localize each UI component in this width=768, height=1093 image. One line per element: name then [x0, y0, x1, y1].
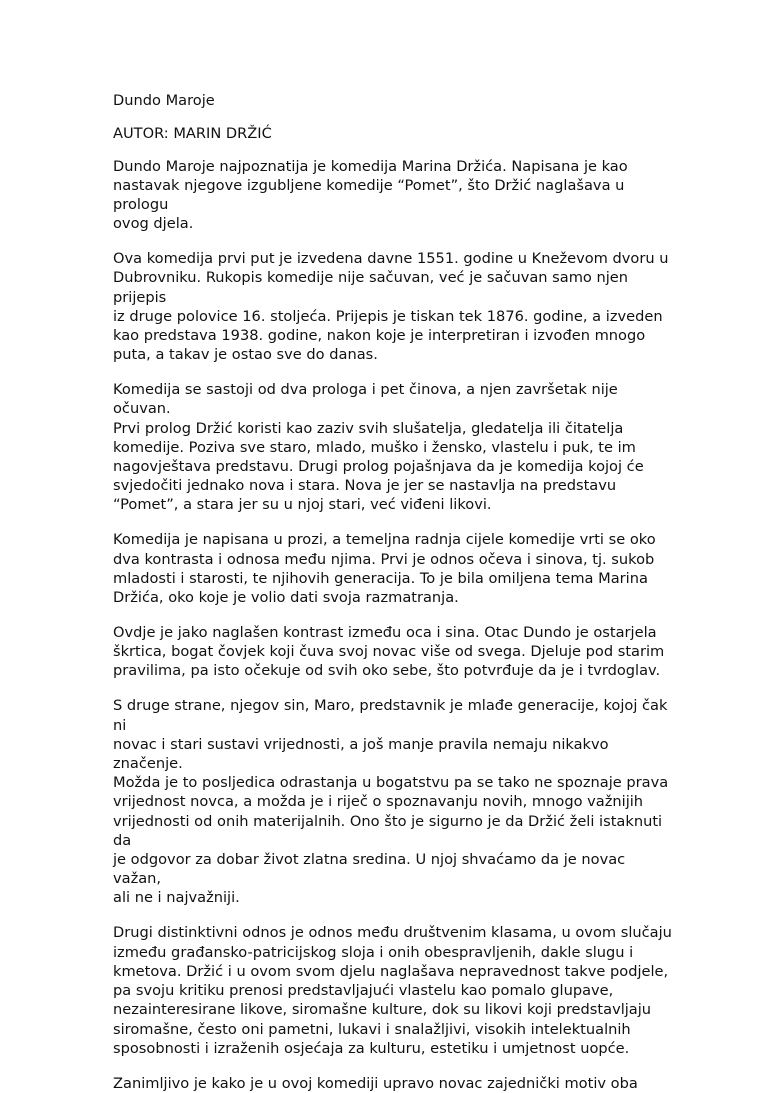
paragraph-2: Ova komedija prvi put je izvedena davne 1551. godine u Kneževom dvoru u Dubrovniku. Rukopis komedije nije sačuvan, već je sačuvan samo njen prijepis iz druge polovice 16. stoljeća. Prijepis je tiskan tek 1876. godine, a izveden kao predstava 1938. godine, nakon koje je interpretiran i izvođen mnogo puta, a takav je ostao sve do danas. [113, 250, 669, 364]
paragraph-5: Ovdje je jako naglašen kontrast između oca i sina. Otac Dundo je ostarjela škrtica, bogat čovjek koji čuva svoj novac više od svega. Djeluje pod starim pravilima, pa isto očekuje od svih oko sebe, što potvrđuje da je i tvrdoglav. [113, 624, 665, 680]
document-body [113, 91, 673, 1093]
paragraph-3: Komedija se sastoji od dva prologa i pet činova, a njen završetak nije očuvan. Prvi prolog Držić koristi kao zaziv svih slušatelja, gledatelja ili čitatelja komedije. Poziva sve staro, mlado, muško i žensko, vlastelu i puk, te im nagovještava predstavu. Drugi prolog pojašnjava da je komedija kojoj će svjedočiti jednako nova i stara. Nova je jer se nastavlja na predstavu “Pomet”, a stara jer su u njoj stari, već viđeni likovi. [113, 381, 644, 514]
paragraph-7: Drugi distinktivni odnos je odnos među društvenim klasama, u ovom slučaju između građansko-patricijskog sloja i onih obespravljenih, dakle slugu i kmetova. Držić i u ovom svom djelu naglašava nepravednost takve podjele, pa svoju kritiku prenosi predstavljajući vlastelu kao pomalo glupave, nezainteresirane likove, siromašne kulture, dok su likovi koji predstavljaju siromašne, često oni pametni, lukavi i snalažljivi, visokih intelektualnih sposobnosti i izraženih osjećaja za kulturu, estetiku i umjetnost uopće. [113, 924, 672, 1057]
paragraph-1: Dundo Maroje najpoznatija je komedija Marina Držića. Napisana je kao nastavak njegove izgubljene komedije “Pomet”, što Držić naglašava u prologu ovog djela. [113, 157, 628, 233]
document-title: Dundo Maroje [113, 92, 215, 109]
paragraph-4: Komedija je napisana u prozi, a temeljna radnja cijele komedije vrti se oko dva kontrasta i odnosa među njima. Prvi je odnos očeva i sinova, tj. sukob mladosti i starosti, te njihovih generacija. To je bila omiljena tema Marina Držića, oko koje je volio dati svoja razmatranja. [113, 531, 656, 607]
paragraph-8: Zanimljivo je kako je u ovoj komediji upravo novac zajednički motiv oba [113, 1074, 638, 1092]
document-author: AUTOR: MARIN DRŽIĆ [113, 124, 272, 142]
paragraph-6: S druge strane, njegov sin, Maro, predstavnik je mlađe generacije, kojoj čak ni novac i stari sustavi vrijednosti, a još manje pravila nemaju nikakvo značenje. Možda je to posljedica odrastanja u bogatstvu pa se tako ne spoznaje prava vrijednost novca, a možda je i riječ o spoznavanju novih, mnogo važnijih vrijednosti od onih materijalnih. Ono što je sigurno je da Držić želi istaknuti da je odgovor za dobar život zlatna sredina. U njoj shvaćamo da je novac važan, ali ne i najvažniji. [113, 697, 669, 907]
